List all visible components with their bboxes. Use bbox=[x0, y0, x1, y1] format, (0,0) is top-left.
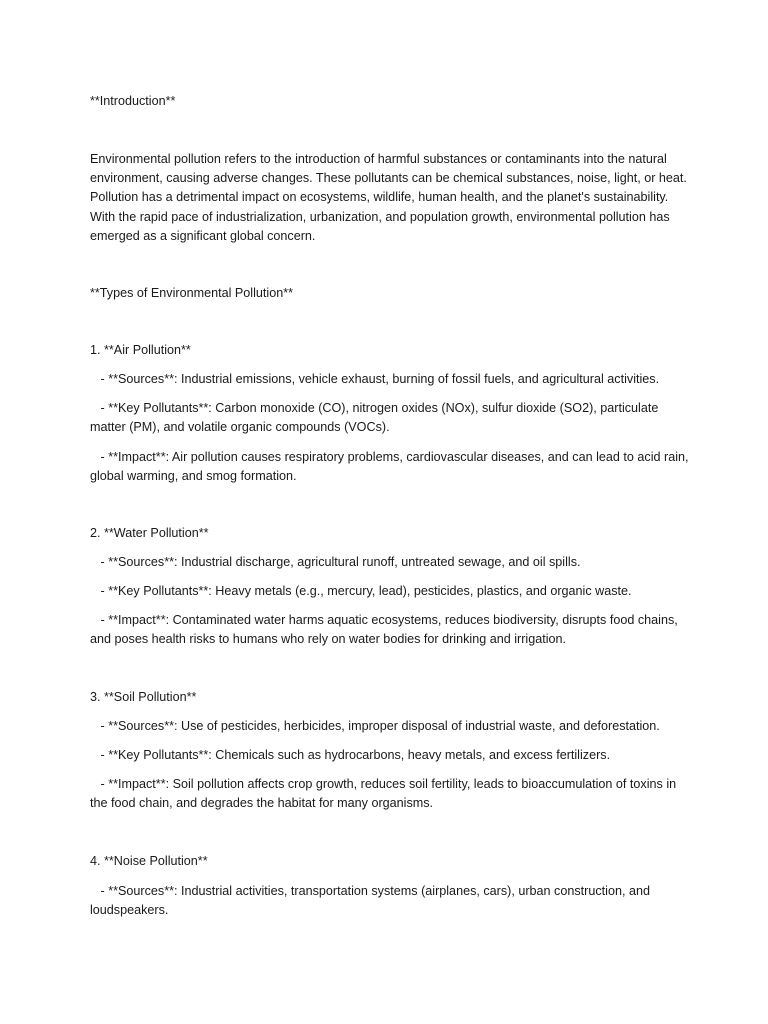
water-key-pollutants: - **Key Pollutants**: Heavy metals (e.g., mercury, lead), pesticides, plastics, and organic waste. bbox=[100, 584, 632, 598]
water-sources: - **Sources**: Industrial discharge, agricultural runoff, untreated sewage, and oil spills. bbox=[100, 555, 581, 569]
air-key-pollutants: - **Key Pollutants**: Carbon monoxide (CO), nitrogen oxides (NOx), sulfur dioxide (SO2), particulate matter (PM), and volatile organic compounds (VOCs). bbox=[90, 401, 659, 435]
intro-heading: **Introduction** bbox=[90, 94, 176, 108]
document-page bbox=[90, 0, 690, 1024]
intro-paragraph: Environmental pollution refers to the introduction of harmful substances or contaminants into the natural environment, causing adverse changes. These pollutants can be chemical substances, noise, light, or heat. Pollution has a detrimental impact on ecosystems, wildlife, human health, and the planet's sustainability. With the rapid pace of industrialization, urbanization, and population growth, environmental pollution has emerged as a significant global concern. bbox=[90, 152, 687, 243]
soil-key-pollutants: - **Key Pollutants**: Chemicals such as hydrocarbons, heavy metals, and excess fertilizers. bbox=[100, 748, 611, 762]
soil-impact: - **Impact**: Soil pollution affects crop growth, reduces soil fertility, leads to bioaccumulation of toxins in the food chain, and degrades the habitat for many organisms. bbox=[90, 777, 677, 811]
air-sources: - **Sources**: Industrial emissions, vehicle exhaust, burning of fossil fuels, and agricultural activities. bbox=[100, 372, 660, 386]
section-heading-soil: 3. **Soil Pollution** bbox=[90, 690, 197, 704]
types-heading: **Types of Environmental Pollution** bbox=[90, 286, 294, 300]
section-heading-water: 2. **Water Pollution** bbox=[90, 526, 209, 540]
noise-sources: - **Sources**: Industrial activities, transportation systems (airplanes, cars), urban construction, and loudspeakers. bbox=[90, 884, 650, 918]
water-impact: - **Impact**: Contaminated water harms aquatic ecosystems, reduces biodiversity, disrupts food chains, and poses health risks to humans who rely on water bodies for drinking and irrigation. bbox=[90, 613, 678, 647]
section-heading-air: 1. **Air Pollution** bbox=[90, 343, 191, 357]
soil-sources: - **Sources**: Use of pesticides, herbicides, improper disposal of industrial waste, and deforestation. bbox=[100, 719, 660, 733]
section-heading-noise: 4. **Noise Pollution** bbox=[90, 854, 208, 868]
air-impact: - **Impact**: Air pollution causes respiratory problems, cardiovascular diseases, and can lead to acid rain, global warming, and smog formation. bbox=[90, 450, 689, 484]
